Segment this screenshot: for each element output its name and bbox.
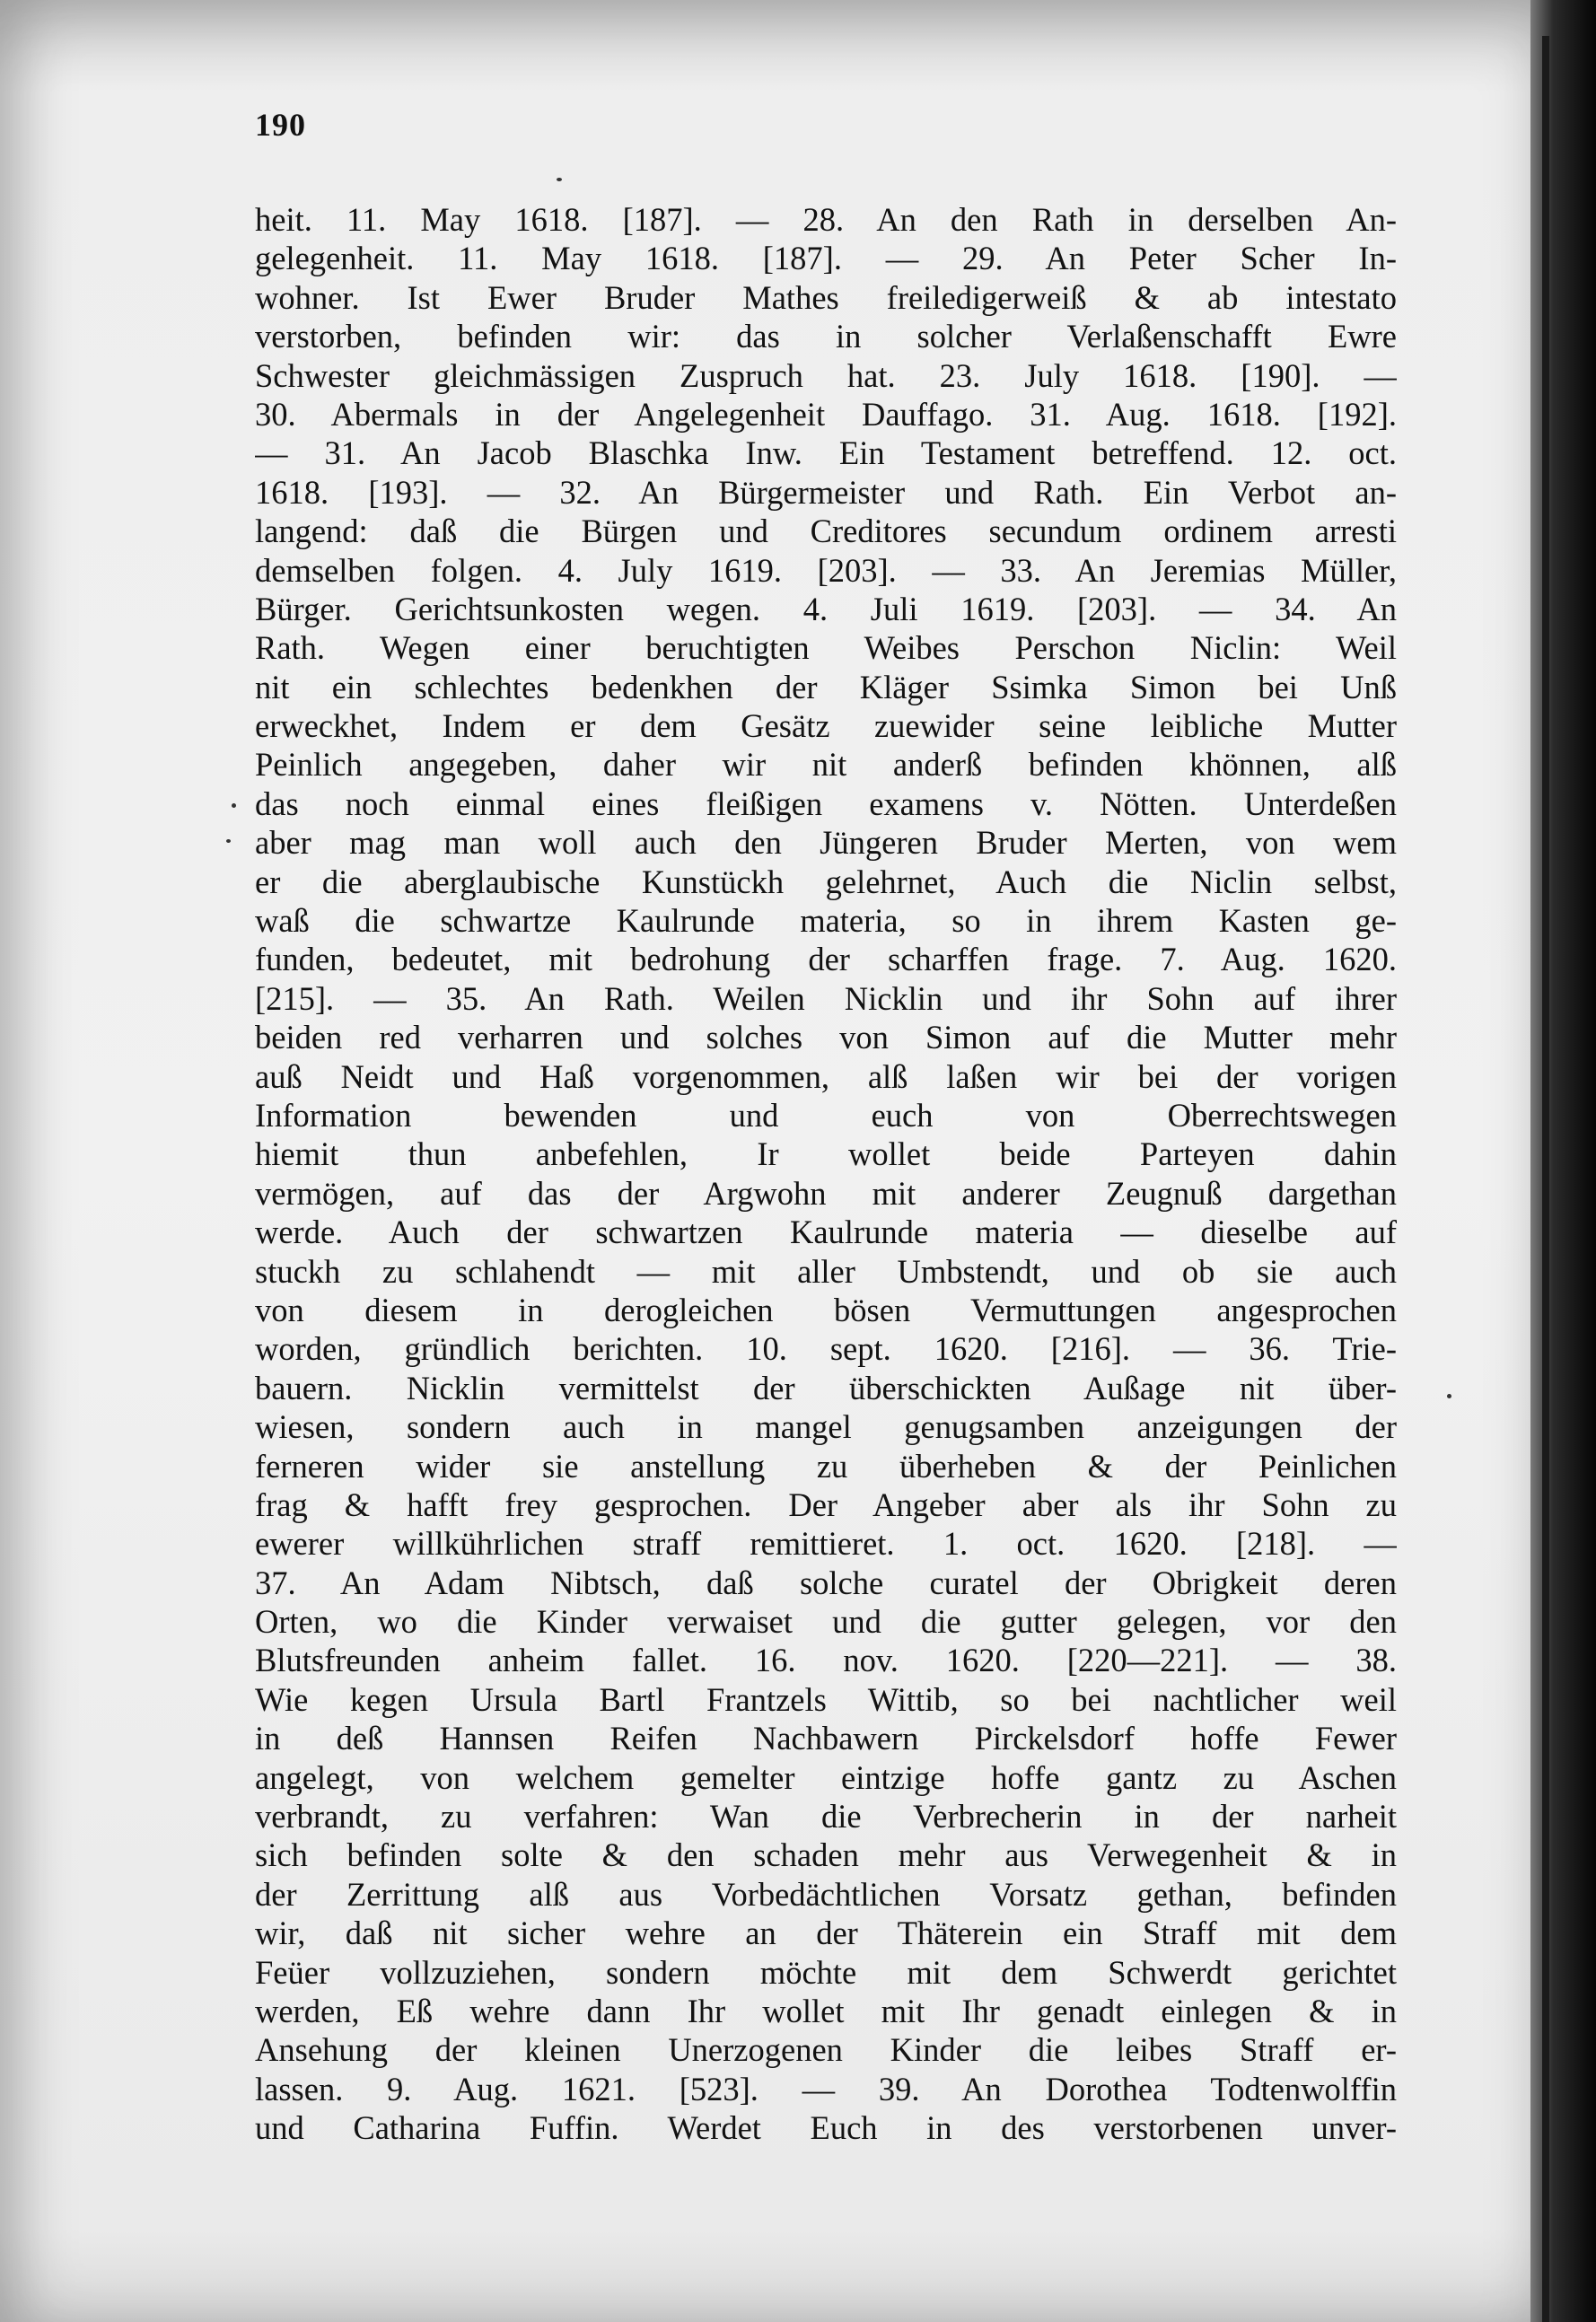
text-line: nit ein schlechtes bedenkhen der Kläger Ssimka Simon bei Unß [255,668,1397,705]
text-line: Orten, wo die Kinder verwaiset und die gutter gelegen, vor den [255,1603,1397,1641]
text-line: hiemit thun anbefehlen, Ir wollet beide Parteyen dahin [255,1135,1397,1173]
text-line: verbrandt, zu verfahren: Wan die Verbrecherin in der narheit [255,1798,1397,1836]
text-line: 30. Abermals in der Angelegenheit Dauffago. 31. Aug. 1618. [192]. [255,395,1397,433]
text-line: — 31. An Jacob Blaschka Inw. Ein Testament betreffend. 12. oct. [255,434,1397,472]
text-line: ferneren wider sie anstellung zu überheben & der Peinlichen [255,1447,1397,1485]
text-line: auß Neidt und Haß vorgenommen, alß laßen wir bei der vorigen [255,1057,1397,1095]
text-line: verstorben, befinden wir: das in solcher Verlaßenschafft Ewre [255,318,1397,355]
text-line: ewerer willkührlichen straff remittieret. 1. oct. 1620. [218]. — [255,1525,1397,1563]
text-line: sich befinden solte & den schaden mehr aus Verwegenheit & in [255,1836,1397,1874]
text-line: in deß Hannsen Reifen Nachbawern Pirckelsdorf hoffe Fewer [255,1720,1397,1757]
binding-shadow [1530,0,1596,2322]
text-line: Feüer vollzuziehen, sondern möchte mit dem Schwerdt gerichtet [255,1953,1397,1991]
text-line: und Catharina Fuffin. Werdet Euch in des verstorbenen unver- [255,2109,1397,2147]
text-line: angelegt, von welchem gemelter eintzige hoffe gantz zu Aschen [255,1758,1397,1796]
scan-speck [557,178,562,181]
text-line: erweckhet, Indem er dem Gesätz zuewider seine leibliche Mutter [255,707,1397,745]
text-line: der Zerrittung alß aus Vorbedächtlichen Vorsatz gethan, befinden [255,1875,1397,1913]
text-line: Ansehung der kleinen Unerzogenen Kinder die leibes Straff er- [255,2031,1397,2069]
page-number: 190 [255,107,306,143]
text-line: wir, daß nit sicher wehre an der Thäterein ein Straff mit dem [255,1915,1397,1952]
text-line: vermögen, auf das der Argwohn mit anderer Zeugnuß dargethan [255,1174,1397,1212]
text-line: waß die schwartze Kaulrunde materia, so in ihrem Kasten ge- [255,902,1397,940]
text-line: er die aberglaubische Kunstückh gelehrnet, Auch die Niclin selbst, [255,863,1397,900]
scan-speck [226,839,231,843]
text-line: stuckh zu schlahendt — mit aller Umbstendt, und ob sie auch [255,1252,1397,1290]
text-line: funden, bedeutet, mit bedrohung der scharffen frage. 7. Aug. 1620. [255,941,1397,978]
text-line: lassen. 9. Aug. 1621. [523]. — 39. An Dorothea Todtenwolffin [255,2070,1397,2107]
text-line: Schwester gleichmässigen Zuspruch hat. 23. July 1618. [190]. — [255,356,1397,394]
text-line: [215]. — 35. An Rath. Weilen Nicklin und ihr Sohn auf ihrer [255,979,1397,1017]
text-line: Bürger. Gerichtsunkosten wegen. 4. Juli 1619. [203]. — 34. An [255,590,1397,627]
text-line: 37. An Adam Nibtsch, daß solche curatel der Obrigkeit deren [255,1564,1397,1601]
text-line: heit. 11. May 1618. [187]. — 28. An den Rath in derselben An- [255,201,1397,238]
text-line: von diesem in derogleichen bösen Vermuttungen angesprochen [255,1291,1397,1328]
body-text [255,200,1397,2148]
text-line: wohner. Ist Ewer Bruder Mathes freiledigerweiß & ab intestato [255,278,1397,316]
binding-edge [1542,36,1549,2322]
text-line: bauern. Nicklin vermittelst der überschickten Außage nit über- [255,1369,1397,1406]
text-line: worden, gründlich berichten. 10. sept. 1620. [216]. — 36. Trie- [255,1330,1397,1368]
text-line: gelegenheit. 11. May 1618. [187]. — 29. An Peter Scher In- [255,240,1397,277]
text-line: das noch einmal eines fleißigen examens v. Nötten. Unterdeßen [255,784,1397,822]
text-line: Information bewenden und euch von Oberrechtswegen [255,1096,1397,1134]
text-line: Peinlich angegeben, daher wir nit anderß befinden khönnen, alß [255,746,1397,784]
text-line: wiesen, sondern auch in mangel genugsamben anzeigungen der [255,1408,1397,1446]
scan-speck [232,803,236,808]
text-line: werde. Auch der schwartzen Kaulrunde materia — dieselbe auf [255,1214,1397,1251]
text-line: Blutsfreunden anheim fallet. 16. nov. 1620. [220—221]. — 38. [255,1642,1397,1679]
text-line: 1618. [193]. — 32. An Bürgermeister und Rath. Ein Verbot an- [255,473,1397,511]
text-line: aber mag man woll auch den Jüngeren Bruder Merten, von wem [255,824,1397,862]
text-line: frag & hafft frey gesprochen. Der Angeber aber als ihr Sohn zu [255,1485,1397,1523]
text-line: Wie kegen Ursula Bartl Frantzels Wittib, so bei nachtlicher weil [255,1680,1397,1718]
text-line: Rath. Wegen einer beruchtigten Weibes Perschon Niclin: Weil [255,629,1397,667]
text-line: beiden red verharren und solches von Simon auf die Mutter mehr [255,1019,1397,1056]
scan-speck [1447,1394,1451,1398]
text-line: werden, Eß wehre dann Ihr wollet mit Ihr genadt einlegen & in [255,1992,1397,2029]
text-line: demselben folgen. 4. July 1619. [203]. — 33. An Jeremias Müller, [255,551,1397,589]
text-line: langend: daß die Bürgen und Creditores secundum ordinem arresti [255,513,1397,550]
